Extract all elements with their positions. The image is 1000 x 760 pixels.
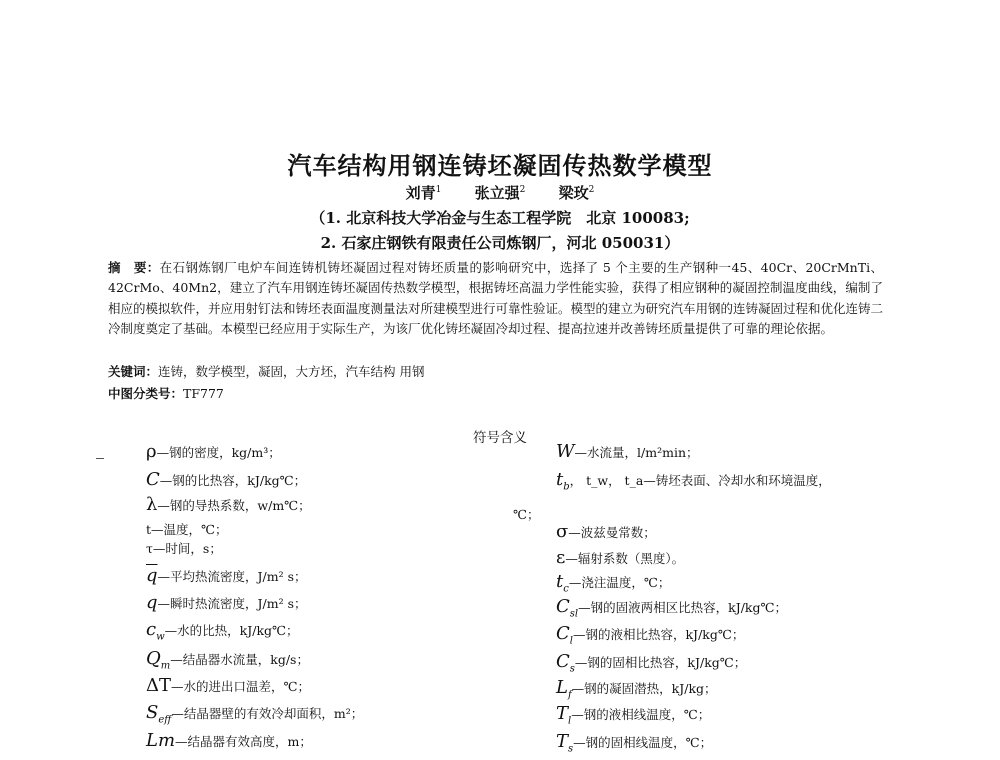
symbol-entry <box>556 731 712 755</box>
symbol-entry <box>146 730 312 751</box>
symbol-description: —平均热流密度，J/m² s； <box>157 569 307 584</box>
affiliation-line: （1. 北京科技大学冶金与生态工程学院 北京 100083; <box>310 209 690 227</box>
abstract <box>108 258 883 340</box>
symbol-description: ， t_w， t_a—铸坯表面、冷却水和环境温度， <box>569 473 831 488</box>
symbol-glyph: $S_{eff}$ <box>146 702 172 726</box>
symbol-description: —钢的液相比热容，kJ/kg℃； <box>572 627 745 642</box>
symbol-description: —钢的导热系数，w/m℃； <box>157 498 311 513</box>
symbol-glyph: $T_s$ <box>556 731 574 755</box>
symbol-description: —结晶器壁的有效冷却面积，m²； <box>171 706 364 721</box>
abstract-label: 摘 要： <box>108 260 160 275</box>
symbol-entry <box>146 565 307 586</box>
paper-title: 汽车结构用钢连铸坯凝固传热数学模型 <box>287 152 713 180</box>
symbol-glyph: C <box>146 469 160 490</box>
symbol-entry <box>146 441 281 462</box>
abstract-text: 在石钢炼钢厂电炉车间连铸机铸坯凝固过程对铸坯质量的影响研究中，选择了 5 个主要的生产钢种一45、40Cr、20CrMnTi、42CrMo、40Mn2，建立了汽车用钢连铸坯凝固传热数学模型，根据铸坯高温力学性能实验，获得了相应钢种的凝固控制温度曲线，编制了相应的模拟软件，并应用射钉法和铸坯表面温度测量法对所建模型进行可靠性验证。模型的建立为研究汽车用钢的连铸凝固过程和优化连铸二冷制度奠定了基础。本模型已经应用于实际生产，为该厂优化铸坯凝固冷却过程、提高拉速并改善铸坯质量提供了可靠的理论依据。 <box>108 260 884 337</box>
symbol-glyph: $C_s$ <box>556 651 575 675</box>
author: 刘青$^1$ <box>405 184 442 202</box>
classification-number <box>108 384 224 402</box>
author: 张立强$^2$ <box>474 184 526 202</box>
symbol-description: —辐射系数（黑度）。 <box>565 551 685 566</box>
symbol-glyph: $C_{sl}$ <box>556 596 579 620</box>
symbol-glyph: q <box>146 592 158 613</box>
symbol-entry <box>146 520 228 538</box>
symbol-entry <box>556 677 717 701</box>
symbol-description: —结晶器水流量，kg/s； <box>170 652 309 667</box>
affiliation-line: 2. 石家庄钢铁有限责任公司炼钢厂，河北 050031） <box>320 234 680 252</box>
clc-text: TF777 <box>183 386 224 401</box>
symbol-description: —结晶器有效高度，m； <box>175 734 312 749</box>
symbol-description: —瞬时热流密度，J/m² s； <box>157 596 307 611</box>
symbol-entry <box>556 469 831 493</box>
symbol-glyph: ΔT <box>146 675 172 696</box>
symbol-entry <box>556 703 710 727</box>
symbol-glyph: $t_b$ <box>556 469 570 493</box>
clc-label: 中图分类号： <box>108 386 184 401</box>
symbol-entry <box>556 441 699 462</box>
symbol-glyph: ε <box>556 547 566 568</box>
symbols-heading: 符号含义 <box>473 430 527 446</box>
symbol-entry <box>556 521 656 542</box>
symbol-description: —钢的液相线温度，℃； <box>571 707 711 722</box>
symbol-description: —钢的比热容，kJ/kg℃； <box>159 473 307 488</box>
symbol-entry <box>146 494 311 515</box>
symbol-entry <box>146 539 222 557</box>
symbol-glyph: $C_l$ <box>556 623 573 647</box>
symbol-description: —浇注温度，℃； <box>568 575 671 590</box>
symbol-entry <box>146 648 309 672</box>
symbol-description: τ—时间，s； <box>146 541 222 556</box>
symbol-description: —钢的凝固潜热，kJ/kg； <box>571 681 717 696</box>
symbol-glyph: $T_l$ <box>556 703 572 727</box>
symbol-description: —钢的密度，kg/m³； <box>156 445 281 460</box>
symbol-glyph: λ <box>146 494 158 515</box>
symbol-entry <box>146 675 310 696</box>
symbol-entry <box>146 592 307 613</box>
author-list <box>0 182 1000 203</box>
symbol-description: —水的比热，kJ/kg℃； <box>164 623 299 638</box>
symbol-description: —水的进出口温差，℃； <box>171 679 310 694</box>
symbol-description: t—温度，℃； <box>146 522 228 537</box>
symbol-entry <box>146 619 299 643</box>
symbol-entry <box>146 702 363 726</box>
symbol-entry <box>146 469 306 490</box>
keywords-text: 连铸，数学模型，凝固，大方坯，汽车结构 用钢 <box>158 364 425 379</box>
symbol-entry <box>556 547 684 568</box>
symbol-glyph: $Q_m$ <box>146 648 171 672</box>
symbol-entry <box>556 623 744 647</box>
symbol-glyph: $\overline{q}$ <box>146 565 158 586</box>
symbol-entry <box>556 651 746 675</box>
stray-unit-text: ℃； <box>513 507 540 522</box>
symbol-description: —钢的固相比热容，kJ/kg℃； <box>574 655 747 670</box>
symbol-glyph: W <box>556 441 575 462</box>
symbol-glyph: ρ <box>146 441 157 462</box>
symbol-glyph: σ <box>556 521 569 542</box>
symbol-entry <box>556 571 670 595</box>
symbol-description: —钢的固液两相区比热容，kJ/kg℃； <box>578 600 787 615</box>
scan-mark <box>96 458 104 459</box>
author: 梁玫$^2$ <box>558 184 595 202</box>
symbol-glyph: Lm <box>146 730 176 751</box>
keywords-label: 关键词： <box>108 364 159 379</box>
symbol-entry <box>556 596 787 620</box>
symbol-description: —水流量，l/m²min； <box>574 445 699 460</box>
symbol-description: —波兹曼常数； <box>568 525 656 540</box>
keywords <box>108 362 425 380</box>
symbol-glyph: $L_f$ <box>556 677 572 701</box>
symbol-description: —钢的固相线温度，℃； <box>573 735 713 750</box>
symbol-glyph: $t_c$ <box>556 571 569 595</box>
symbol-glyph: $c_w$ <box>146 619 165 643</box>
